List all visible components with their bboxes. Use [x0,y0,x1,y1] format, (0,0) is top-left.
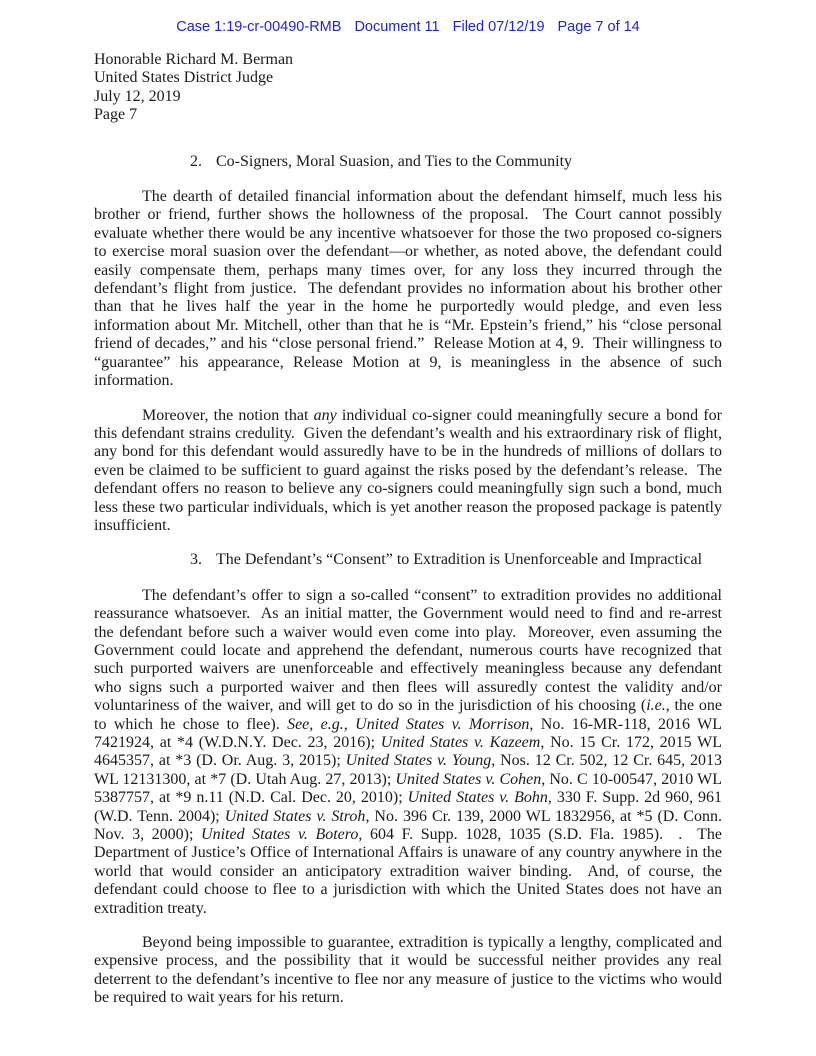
text-run: individual co-signer could meaningfully secure a bond for this defendant strains credulity. Given the defendant’s wealth and his extraordinary risk of flight, any bond for this defendant would assuredly have to be in the hundreds of millions of dollars to even be claimed to be sufficient to guard against the risks posed by the defendant’s release. The defendant offers no reason to believe any co-signers could meaningfully sign such a bond, much less these two particular individuals, which is yet another reason the proposed package is patently insufficient. [94,406,727,534]
body-paragraph [94,934,726,1008]
address-line: United States District Judge [94,69,274,87]
body-paragraph [94,586,727,918]
body-paragraph [94,406,727,536]
section-heading-number: 3. [190,551,202,569]
citation-italic-run: any [313,406,337,424]
citation-italic-run: United States v. Bohn [407,789,548,807]
citation-italic-run: United States v. Morrison [355,715,530,733]
document-body [94,152,727,1008]
section-heading [94,153,722,171]
citation-italic-run: See, e.g., [287,715,348,733]
text-run: , the one to which he chose to flee). [94,697,726,733]
pacer-stamp-segment: Filed 07/12/19 [452,19,545,35]
citation-italic-run: United States v. Cohen [395,770,542,788]
pacer-stamp-segment: Document 11 [354,19,440,35]
pacer-stamp-segment: Case 1:19-cr-00490-RMB [176,19,342,35]
text-run: The defendant’s offer to sign a so-called “consent” to extradition provides no additional reassurance whatsoever. As an initial matter, the Government would need to find and re-arrest the defendant before such a waiver would even come into play. Moreover, even assuming the Government could locate and apprehend the defendant, numerous courts have recognized that such purported waivers are unenforceable and effectively meaningless because any defendant who signs such a purported waiver and then flees will assuredly contest the validity and/or voluntariness of the waiver, and will get to do so in the jurisdiction of his choosing ( [94,586,726,715]
text-run: , No. 16-MR-118, 2016 WL 7421924, at *4 (W.D.N.Y. Dec. 23, 2016); [94,715,727,751]
text-run: , Nos. 12 Cr. 502, 12 Cr. 645, 2013 WL 12131300, at *7 (D. Utah Aug. 27, 2013); [94,752,726,788]
section-heading [94,551,722,569]
address-line: Honorable Richard M. Berman [94,51,294,68]
citation-italic-run: United States v. Kazeem [380,734,541,751]
citation-italic-run: United States v. Botero [201,826,359,844]
section-heading-text: Co-Signers, Moral Suasion, and Ties to the Community [216,152,573,170]
text-run: Beyond being impossible to guarantee, extradition is typically a lengthy, complicated and expensive process, and the possibility that it would be successful neither provides any real deterrent to the defendant’s incentive to flee nor any measure of justice to the victims who would be required to wait years for his return. [94,934,726,1007]
citation-italic-run: United States v. Stroh [224,807,366,825]
section-heading-text: The Defendant’s “Consent” to Extradition is Unenforceable and Impractical [216,551,703,569]
text-run: , No. 396 Cr. 139, 2000 WL 1832956, at *5 (D. Conn. Nov. 3, 2000); [94,807,727,844]
section-heading-number: 2. [190,152,202,170]
text-run: , No. 15 Cr. 172, 2015 WL 4645357, at *3 (D. Or. Aug. 3, 2015); [94,734,726,770]
citation-italic-run: i.e. [646,697,666,715]
citation-italic-run: United States v. Young [345,752,492,770]
address-line: Page 7 [94,106,138,124]
text-run: , 604 F. Supp. 1028, 1035 (S.D. Fla. 1985). . The Department of Justice’s Office of International Affairs is unaware of any country anywhere in the world that would consider an anticipatory extradition waiver binding. And, of course, the defendant could choose to flee to a jurisdiction with which the United States does not have an extradition treaty. [94,826,726,917]
pacer-stamp-segment: Page 7 of 14 [557,19,640,35]
address-line: July 12, 2019 [94,87,181,105]
text-run: , No. C 10-00547, 2010 WL 5387757, at *9 n.11 (N.D. Cal. Dec. 20, 2010); [94,770,727,807]
address-block [94,51,722,125]
pacer-stamp [94,18,722,36]
body-paragraph [94,188,726,390]
text-run: Moreover, the notion that [142,406,314,424]
text-run: , 330 F. Supp. 2d 960, 961 (W.D. Tenn. 2004); [94,789,727,825]
text-run: The dearth of detailed financial information about the defendant himself, much less his brother or friend, further shows the hollowness of the proposal. The Court cannot possibly evaluate whether there would be any incentive whatsoever for those the two proposed co-signers to exercise moral suasion over the defendant—or whether, as noted above, the defendant could easily compensate them, perhaps many times over, for any loss they incurred through the defendant’s flight from justice. The defendant provides no information about his brother other than that he lives half the year in the home he purportedly would pledge, and even less information about Mr. Mitchell, other than that he is “Mr. Epstein’s friend,” his “close personal friend of decades,” and his “close personal friend.” Release Motion at 4, 9. Their willingness to “guarantee” his appearance, Release Motion at 9, is meaningless in the absence of such information. [94,188,726,390]
